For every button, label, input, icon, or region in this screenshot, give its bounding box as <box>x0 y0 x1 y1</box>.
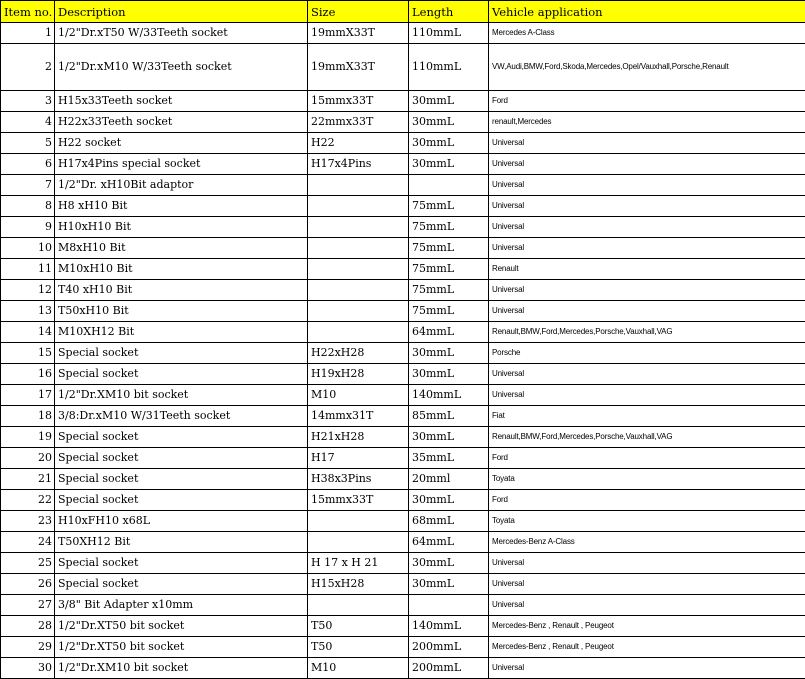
size-cell <box>308 322 409 343</box>
description-cell: 1/2"Dr.XT50 bit socket <box>55 616 308 637</box>
length-cell: 30mmL <box>409 133 489 154</box>
description-cell: H8 xH10 Bit <box>55 196 308 217</box>
description-cell: Special socket <box>55 427 308 448</box>
item-number-cell: 20 <box>1 448 55 469</box>
item-number-cell: 30 <box>1 658 55 679</box>
length-cell: 35mmL <box>409 448 489 469</box>
vehicle-application-cell: VW,Audi,BMW,Ford,Skoda,Mercedes,Opel/Vauxhall,Porsche,Renault <box>489 44 805 91</box>
table-row <box>1 238 805 259</box>
length-cell: 75mmL <box>409 280 489 301</box>
item-number-cell: 11 <box>1 259 55 280</box>
item-number-cell: 7 <box>1 175 55 196</box>
table-row <box>1 637 805 658</box>
header-length: Length <box>409 1 489 23</box>
item-number-cell: 5 <box>1 133 55 154</box>
size-cell: H22 <box>308 133 409 154</box>
vehicle-application-cell: Universal <box>489 553 805 574</box>
header-item-no: Item no. <box>1 1 55 23</box>
size-cell: H19xH28 <box>308 364 409 385</box>
item-number-cell: 4 <box>1 112 55 133</box>
size-cell: H22xH28 <box>308 343 409 364</box>
length-cell: 75mmL <box>409 217 489 238</box>
length-cell <box>409 175 489 196</box>
size-cell: 19mmX33T <box>308 44 409 91</box>
length-cell: 75mmL <box>409 301 489 322</box>
item-number-cell: 18 <box>1 406 55 427</box>
description-cell: M10XH12 Bit <box>55 322 308 343</box>
item-number-cell: 10 <box>1 238 55 259</box>
table-row <box>1 175 805 196</box>
description-cell: Special socket <box>55 364 308 385</box>
item-number-cell: 14 <box>1 322 55 343</box>
size-cell: 19mmX33T <box>308 23 409 44</box>
description-cell: 1/2"Dr.XT50 bit socket <box>55 637 308 658</box>
item-number-cell: 27 <box>1 595 55 616</box>
header-description: Description <box>55 1 308 23</box>
table-row <box>1 91 805 112</box>
length-cell: 30mmL <box>409 154 489 175</box>
size-cell: 15mmx33T <box>308 490 409 511</box>
description-cell: 1/2"Dr.xT50 W/33Teeth socket <box>55 23 308 44</box>
vehicle-application-cell: renault,Mercedes <box>489 112 805 133</box>
item-number-cell: 9 <box>1 217 55 238</box>
vehicle-application-cell: Ford <box>489 91 805 112</box>
table-row <box>1 133 805 154</box>
description-cell: T50xH10 Bit <box>55 301 308 322</box>
table-row <box>1 280 805 301</box>
description-cell: 1/2"Dr. xH10Bit adaptor <box>55 175 308 196</box>
table-row <box>1 406 805 427</box>
description-cell: H22x33Teeth socket <box>55 112 308 133</box>
table-row <box>1 553 805 574</box>
table-row <box>1 112 805 133</box>
table-row <box>1 385 805 406</box>
size-cell: 14mmx31T <box>308 406 409 427</box>
vehicle-application-cell: Mercedes-Benz , Renault , Peugeot <box>489 616 805 637</box>
length-cell: 110mmL <box>409 44 489 91</box>
length-cell: 30mmL <box>409 553 489 574</box>
table-row <box>1 217 805 238</box>
size-cell: M10 <box>308 385 409 406</box>
vehicle-application-cell: Universal <box>489 385 805 406</box>
vehicle-application-cell: Universal <box>489 217 805 238</box>
size-cell: H 17 x H 21 <box>308 553 409 574</box>
size-cell <box>308 238 409 259</box>
description-cell: M10xH10 Bit <box>55 259 308 280</box>
item-number-cell: 19 <box>1 427 55 448</box>
size-cell: 22mmx33T <box>308 112 409 133</box>
item-number-cell: 22 <box>1 490 55 511</box>
vehicle-application-cell: Universal <box>489 658 805 679</box>
table-row <box>1 616 805 637</box>
vehicle-application-cell: Mercedes-Benz , Renault , Peugeot <box>489 637 805 658</box>
vehicle-application-cell: Fiat <box>489 406 805 427</box>
description-cell: 1/2"Dr.XM10 bit socket <box>55 385 308 406</box>
description-cell: Special socket <box>55 490 308 511</box>
size-cell <box>308 280 409 301</box>
item-number-cell: 25 <box>1 553 55 574</box>
vehicle-application-cell: Universal <box>489 196 805 217</box>
item-number-cell: 8 <box>1 196 55 217</box>
length-cell: 85mmL <box>409 406 489 427</box>
item-number-cell: 26 <box>1 574 55 595</box>
vehicle-application-cell: Universal <box>489 574 805 595</box>
item-number-cell: 28 <box>1 616 55 637</box>
size-cell <box>308 175 409 196</box>
vehicle-application-cell: Universal <box>489 175 805 196</box>
table-row <box>1 595 805 616</box>
vehicle-application-cell: Universal <box>489 238 805 259</box>
size-cell: H17x4Pins <box>308 154 409 175</box>
length-cell: 30mmL <box>409 343 489 364</box>
size-cell: H15xH28 <box>308 574 409 595</box>
length-cell: 75mmL <box>409 238 489 259</box>
vehicle-application-cell: Mercedes-Benz A-Class <box>489 532 805 553</box>
size-cell: 15mmx33T <box>308 91 409 112</box>
vehicle-application-cell: Universal <box>489 364 805 385</box>
item-number-cell: 24 <box>1 532 55 553</box>
length-cell: 68mmL <box>409 511 489 532</box>
size-cell: T50 <box>308 637 409 658</box>
length-cell <box>409 595 489 616</box>
table-row <box>1 154 805 175</box>
vehicle-application-cell: Universal <box>489 280 805 301</box>
vehicle-application-cell: Universal <box>489 133 805 154</box>
description-cell: 1/2"Dr.xM10 W/33Teeth socket <box>55 44 308 91</box>
size-cell <box>308 511 409 532</box>
table-row <box>1 23 805 44</box>
description-cell: H22 socket <box>55 133 308 154</box>
size-cell <box>308 259 409 280</box>
size-cell: M10 <box>308 658 409 679</box>
description-cell: Special socket <box>55 574 308 595</box>
vehicle-application-cell: Ford <box>489 448 805 469</box>
vehicle-application-cell: Renault <box>489 259 805 280</box>
item-number-cell: 17 <box>1 385 55 406</box>
vehicle-application-cell: Ford <box>489 490 805 511</box>
table-row <box>1 44 805 91</box>
size-cell <box>308 595 409 616</box>
description-cell: H15x33Teeth socket <box>55 91 308 112</box>
table-body <box>1 23 805 679</box>
table-row <box>1 469 805 490</box>
description-cell: M8xH10 Bit <box>55 238 308 259</box>
length-cell: 200mmL <box>409 637 489 658</box>
table-row <box>1 532 805 553</box>
length-cell: 20mml <box>409 469 489 490</box>
description-cell: Special socket <box>55 469 308 490</box>
length-cell: 75mmL <box>409 259 489 280</box>
table-row <box>1 427 805 448</box>
vehicle-application-cell: Toyata <box>489 511 805 532</box>
item-number-cell: 2 <box>1 44 55 91</box>
length-cell: 30mmL <box>409 490 489 511</box>
description-cell: H10xH10 Bit <box>55 217 308 238</box>
description-cell: H10xFH10 x68L <box>55 511 308 532</box>
length-cell: 200mmL <box>409 658 489 679</box>
length-cell: 30mmL <box>409 112 489 133</box>
vehicle-application-cell: Universal <box>489 301 805 322</box>
description-cell: T40 xH10 Bit <box>55 280 308 301</box>
size-cell: T50 <box>308 616 409 637</box>
size-cell <box>308 196 409 217</box>
vehicle-application-cell: Universal <box>489 154 805 175</box>
header-row <box>1 1 805 23</box>
description-cell: Special socket <box>55 448 308 469</box>
description-cell: 1/2"Dr.XM10 bit socket <box>55 658 308 679</box>
length-cell: 64mmL <box>409 322 489 343</box>
item-number-cell: 15 <box>1 343 55 364</box>
description-cell: Special socket <box>55 343 308 364</box>
vehicle-application-cell: Toyata <box>489 469 805 490</box>
description-cell: 3/8:Dr.xM10 W/31Teeth socket <box>55 406 308 427</box>
item-number-cell: 23 <box>1 511 55 532</box>
length-cell: 140mmL <box>409 616 489 637</box>
table-row <box>1 364 805 385</box>
table-row <box>1 259 805 280</box>
item-number-cell: 29 <box>1 637 55 658</box>
table-row <box>1 322 805 343</box>
header-vehicle-application: Vehicle application <box>489 1 805 23</box>
description-cell: H17x4Pins special socket <box>55 154 308 175</box>
length-cell: 140mmL <box>409 385 489 406</box>
table-row <box>1 196 805 217</box>
header-size: Size <box>308 1 409 23</box>
table-row <box>1 301 805 322</box>
vehicle-application-cell: Porsche <box>489 343 805 364</box>
item-number-cell: 16 <box>1 364 55 385</box>
length-cell: 30mmL <box>409 427 489 448</box>
table-row <box>1 448 805 469</box>
item-number-cell: 13 <box>1 301 55 322</box>
item-number-cell: 21 <box>1 469 55 490</box>
length-cell: 30mmL <box>409 574 489 595</box>
size-cell <box>308 217 409 238</box>
table-row <box>1 511 805 532</box>
length-cell: 30mmL <box>409 364 489 385</box>
table-row <box>1 574 805 595</box>
size-cell <box>308 532 409 553</box>
item-number-cell: 3 <box>1 91 55 112</box>
vehicle-application-cell: Renault,BMW,Ford,Mercedes,Porsche,Vauxhall,VAG <box>489 322 805 343</box>
length-cell: 75mmL <box>409 196 489 217</box>
length-cell: 110mmL <box>409 23 489 44</box>
table-row <box>1 490 805 511</box>
description-cell: 3/8" Bit Adapter x10mm <box>55 595 308 616</box>
description-cell: Special socket <box>55 553 308 574</box>
size-cell: H21xH28 <box>308 427 409 448</box>
size-cell <box>308 301 409 322</box>
table-row <box>1 658 805 679</box>
length-cell: 30mmL <box>409 91 489 112</box>
size-cell: H38x3Pins <box>308 469 409 490</box>
length-cell: 64mmL <box>409 532 489 553</box>
vehicle-application-cell: Universal <box>489 595 805 616</box>
item-number-cell: 12 <box>1 280 55 301</box>
size-cell: H17 <box>308 448 409 469</box>
item-number-cell: 1 <box>1 23 55 44</box>
vehicle-application-cell: Renault,BMW,Ford,Mercedes,Porsche,Vauxhall,VAG <box>489 427 805 448</box>
table-row <box>1 343 805 364</box>
vehicle-application-cell: Mercedes A-Class <box>489 23 805 44</box>
description-cell: T50XH12 Bit <box>55 532 308 553</box>
item-number-cell: 6 <box>1 154 55 175</box>
